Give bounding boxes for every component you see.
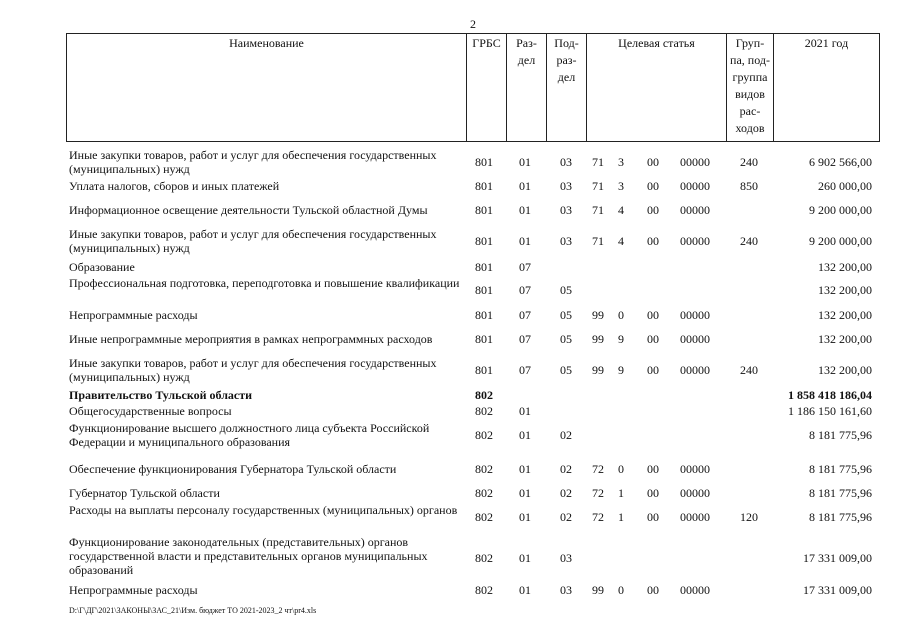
page-number: 2	[470, 17, 476, 31]
row-group: 240	[740, 155, 758, 169]
row-sum: 132 200,00	[818, 283, 872, 297]
row-c1: 72	[592, 510, 604, 524]
row-c3: 00	[647, 203, 659, 217]
row-group: 850	[740, 179, 758, 193]
row-grbs: 802	[475, 462, 493, 476]
row-grbs: 802	[475, 583, 493, 597]
row-name: Функционирование высшего должностного лица субъекта Российской Федерации и муниципального образования	[69, 421, 430, 449]
row-grbs: 801	[475, 260, 493, 274]
row-c2: 1	[618, 510, 624, 524]
row-razdel: 01	[519, 155, 531, 169]
row-c1: 99	[592, 308, 604, 322]
row-grbs: 802	[475, 510, 493, 524]
row-c4: 00000	[680, 510, 710, 524]
row-group: 120	[740, 510, 758, 524]
row-c1: 71	[592, 234, 604, 248]
row-c1: 72	[592, 462, 604, 476]
row-podrazdel: 03	[560, 155, 572, 169]
row-sum: 132 200,00	[818, 363, 872, 377]
row-c3: 00	[647, 462, 659, 476]
row-razdel: 07	[519, 283, 531, 297]
row-c2: 9	[618, 363, 624, 377]
row-c3: 00	[647, 583, 659, 597]
row-razdel: 01	[519, 551, 531, 565]
row-name: Образование	[69, 260, 135, 274]
row-c1: 71	[592, 179, 604, 193]
row-c2: 3	[618, 179, 624, 193]
row-c2: 0	[618, 583, 624, 597]
row-c4: 00000	[680, 486, 710, 500]
row-c4: 00000	[680, 308, 710, 322]
row-name: Правительство Тульской области	[69, 388, 253, 402]
row-podrazdel: 02	[560, 428, 572, 442]
row-grbs: 801	[475, 234, 493, 248]
row-c2: 1	[618, 486, 624, 500]
row-sum: 8 181 775,96	[809, 462, 872, 476]
row-name: Информационное освещение деятельности Тульской областной Думы	[69, 203, 428, 217]
row-c3: 00	[647, 486, 659, 500]
row-c2: 4	[618, 203, 624, 217]
row-podrazdel: 02	[560, 486, 572, 500]
row-razdel: 01	[519, 203, 531, 217]
row-razdel: 01	[519, 583, 531, 597]
row-c1: 72	[592, 486, 604, 500]
row-c4: 00000	[680, 155, 710, 169]
row-sum: 9 200 000,00	[809, 203, 872, 217]
header-target: Целевая статья	[586, 34, 726, 141]
row-name: Иные закупки товаров, работ и услуг для обеспечения государственных (муниципальных) нужд	[69, 148, 437, 176]
row-c4: 00000	[680, 332, 710, 346]
row-name: Общегосударственные вопросы	[69, 404, 232, 418]
row-name: Иные закупки товаров, работ и услуг для обеспечения государственных (муниципальных) нужд	[69, 356, 437, 384]
row-sum: 260 000,00	[818, 179, 872, 193]
row-podrazdel: 05	[560, 332, 572, 346]
header-year: 2021 год	[773, 34, 879, 141]
row-c4: 00000	[680, 462, 710, 476]
row-name: Иные закупки товаров, работ и услуг для обеспечения государственных (муниципальных) нужд	[69, 227, 437, 255]
row-name: Обеспечение функционирования Губернатора Тульской области	[69, 462, 397, 476]
row-razdel: 07	[519, 363, 531, 377]
row-c4: 00000	[680, 179, 710, 193]
row-grbs: 802	[475, 404, 493, 418]
row-podrazdel: 03	[560, 551, 572, 565]
row-c4: 00000	[680, 234, 710, 248]
row-sum: 9 200 000,00	[809, 234, 872, 248]
row-group: 240	[740, 234, 758, 248]
row-podrazdel: 05	[560, 283, 572, 297]
row-c1: 99	[592, 363, 604, 377]
row-grbs: 802	[475, 486, 493, 500]
row-razdel: 07	[519, 260, 531, 274]
row-c3: 00	[647, 308, 659, 322]
row-c2: 4	[618, 234, 624, 248]
row-c2: 9	[618, 332, 624, 346]
row-podrazdel: 02	[560, 462, 572, 476]
row-podrazdel: 02	[560, 510, 572, 524]
row-razdel: 01	[519, 428, 531, 442]
row-podrazdel: 03	[560, 203, 572, 217]
row-razdel: 01	[519, 234, 531, 248]
row-c1: 71	[592, 155, 604, 169]
row-podrazdel: 05	[560, 363, 572, 377]
row-name: Уплата налогов, сборов и иных платежей	[69, 179, 280, 193]
row-c3: 00	[647, 332, 659, 346]
row-name: Иные непрограммные мероприятия в рамках непрограммных расходов	[69, 332, 433, 346]
row-sum: 1 858 418 186,04	[788, 388, 872, 402]
row-sum: 8 181 775,96	[809, 486, 872, 500]
row-sum: 8 181 775,96	[809, 510, 872, 524]
row-c4: 00000	[680, 203, 710, 217]
row-sum: 17 331 009,00	[803, 583, 872, 597]
row-podrazdel: 03	[560, 234, 572, 248]
row-c4: 00000	[680, 363, 710, 377]
row-razdel: 01	[519, 179, 531, 193]
row-sum: 1 186 150 161,60	[788, 404, 872, 418]
row-name: Непрограммные расходы	[69, 583, 198, 597]
row-c3: 00	[647, 363, 659, 377]
row-sum: 17 331 009,00	[803, 551, 872, 565]
header-podrazdel: Под- раз- дел	[546, 34, 586, 141]
row-name: Расходы на выплаты персоналу государственных (муниципальных) органов	[69, 503, 458, 517]
row-razdel: 01	[519, 486, 531, 500]
header-name: Наименование	[229, 36, 304, 50]
header-razdel: Раз- дел	[506, 34, 546, 141]
row-grbs: 801	[475, 179, 493, 193]
row-c3: 00	[647, 234, 659, 248]
row-razdel: 07	[519, 332, 531, 346]
row-podrazdel: 03	[560, 179, 572, 193]
row-razdel: 01	[519, 462, 531, 476]
row-sum: 132 200,00	[818, 260, 872, 274]
row-podrazdel: 05	[560, 308, 572, 322]
row-grbs: 801	[475, 155, 493, 169]
row-sum: 132 200,00	[818, 308, 872, 322]
row-c2: 3	[618, 155, 624, 169]
row-grbs: 801	[475, 283, 493, 297]
row-sum: 6 902 566,00	[809, 155, 872, 169]
footer-file-path: D:\Г\ДГ\2021\ЗАКОНЫ\ЗАС_21\Изм. бюджет ТО 2021-2023_2 чт\pr4.xls	[69, 606, 317, 615]
row-c3: 00	[647, 155, 659, 169]
row-grbs: 802	[475, 428, 493, 442]
row-c3: 00	[647, 510, 659, 524]
row-name: Функционирование законодательных (представительных) органов государственной власти и представительных органов муниципальных образований	[69, 535, 428, 577]
row-c2: 0	[618, 308, 624, 322]
row-grbs: 802	[475, 551, 493, 565]
row-c3: 00	[647, 179, 659, 193]
row-c1: 99	[592, 332, 604, 346]
row-razdel: 07	[519, 308, 531, 322]
header-grbs: ГРБС	[466, 34, 506, 141]
row-name: Непрограммные расходы	[69, 308, 198, 322]
row-c2: 0	[618, 462, 624, 476]
row-sum: 132 200,00	[818, 332, 872, 346]
row-group: 240	[740, 363, 758, 377]
row-razdel: 01	[519, 404, 531, 418]
row-grbs: 801	[475, 203, 493, 217]
row-sum: 8 181 775,96	[809, 428, 872, 442]
row-name: Губернатор Тульской области	[69, 486, 220, 500]
row-c4: 00000	[680, 583, 710, 597]
row-grbs: 802	[475, 388, 493, 402]
row-c1: 71	[592, 203, 604, 217]
row-c1: 99	[592, 583, 604, 597]
header-group: Груп- па, под- группа видов рас- ходов	[726, 34, 773, 141]
row-name: Профессиональная подготовка, переподготовка и повышение квалификации	[69, 276, 460, 290]
row-grbs: 801	[475, 363, 493, 377]
row-grbs: 801	[475, 332, 493, 346]
row-grbs: 801	[475, 308, 493, 322]
row-podrazdel: 03	[560, 583, 572, 597]
row-razdel: 01	[519, 510, 531, 524]
